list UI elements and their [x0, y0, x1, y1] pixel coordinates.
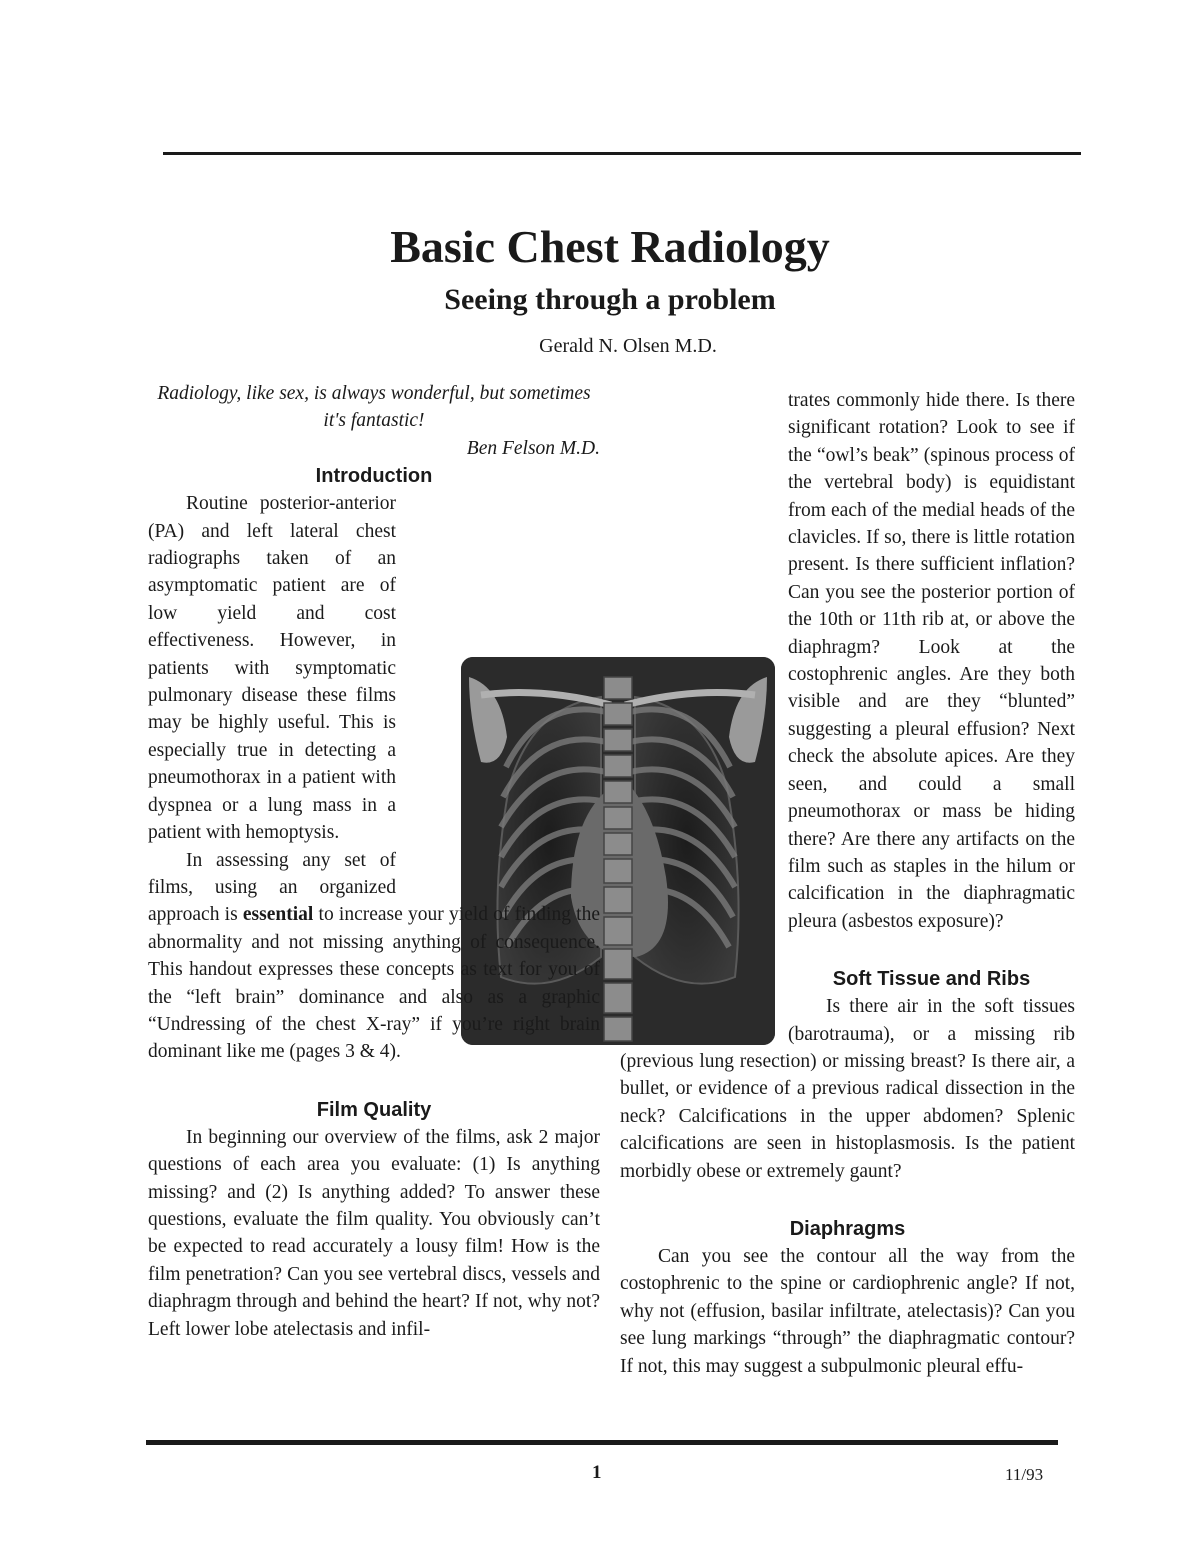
- left-column: [148, 380, 600, 1343]
- intro-paragraph-1: Routine posterior-anterior (PA) and left lateral chest radiographs taken of an asymptomatic patient are of low yield and cost effectiveness. However, in patients with symptomatic pulmonary disease these films may be highly useful. This is especially true in detecting a pneumothorax in a patient with dyspnea or a lung mass in a patient with hemoptysis.: [148, 493, 396, 844]
- intro-p2-start: In assessing any set of films, using an organized approach is: [148, 849, 396, 926]
- document-title: Basic Chest Radiology: [390, 221, 830, 272]
- film-quality-paragraph-2: trates commonly hide there. Is there significant rotation? Look to see if the “owl’s beak” (spinous process of the vertebral body) is equidistant from each of the medial heads of the clavicles. If so, there is little rotation present. Is there sufficient inflation? Can you see the posterior portion of the 10th or 11th rib at, or above the diaphragm? Look at the costophrenic angles. Are they both visible and are they “blunted” suggesting a pleural effusion? Next check the absolute apices. Are they seen, and could a small pneumothorax or mass be hiding there? Are there any artifacts on the film such as staples in the hilum or calcification in the diaphragmatic pleura (asbestos exposure)?: [788, 390, 1075, 932]
- page-date: 11/93: [1005, 1465, 1044, 1484]
- epigraph-quote: Radiology, like sex, is always wonderful, but sometimes it's fantastic!: [157, 383, 591, 432]
- heading-diaphragms: Diaphragms: [789, 1217, 906, 1240]
- page-number: 1: [592, 1462, 602, 1483]
- bottom-rule: [146, 1440, 1058, 1445]
- epigraph-attribution: Ben Felson M.D.: [466, 437, 600, 459]
- diaphragms-paragraph: Can you see the contour all the way from the costophrenic to the spine or cardiophrenic angle? If not, why not (effusion, basilar infiltrate, atelectasis)? Can you see lung markings “through” the diaphragmatic contour? If not, this may suggest a subpulmonic pleural effu-: [620, 1245, 1075, 1377]
- top-rule: [163, 152, 1081, 155]
- intro-p2-emphasis: essential: [242, 904, 314, 926]
- heading-introduction: Introduction: [315, 465, 433, 488]
- author-line: Gerald N. Olsen M.D.: [539, 335, 717, 357]
- heading-soft-tissue: Soft Tissue and Ribs: [832, 968, 1031, 991]
- image-float-space-right: [620, 649, 788, 1033]
- soft-tissue-paragraph: Is there air in the soft tissues (barotrauma), or a missing rib (previous lung resection) or missing breast? Is there air, a bullet, or evidence of a previous radical dissection in the neck? Calcifications in the upper abdomen? Splenic calcifications are seen in histoplasmosis. Is the patient morbidly obese or extremely gaunt?: [620, 996, 1075, 1182]
- intro-p2-end: to increase your yield of finding the abnormality and not missing anything of consequence. This handout expresses these concepts as text for you of the “left brain” dominance and also as a graphic “Undressing of the chest X-ray” if you’re right brain dominant like me (pages 3 & 4).: [148, 904, 601, 1063]
- right-column: [620, 387, 1075, 1380]
- heading-film-quality: Film Quality: [316, 1098, 432, 1121]
- film-quality-paragraph-1: In beginning our overview of the films, ask 2 major questions of each area you evaluate: (1) Is anything missing? and (2) Is anything added? To answer these questions, evaluate the film quality. You obviously can’t be expected to read accurately a lousy film! How is the film penetration? Can you see vertebral discs, vessels and diaphragm through and behind the heart? If not, why not? Left lower lobe atelectasis and infil-: [148, 1126, 600, 1340]
- document-subtitle: Seeing through a problem: [444, 283, 776, 316]
